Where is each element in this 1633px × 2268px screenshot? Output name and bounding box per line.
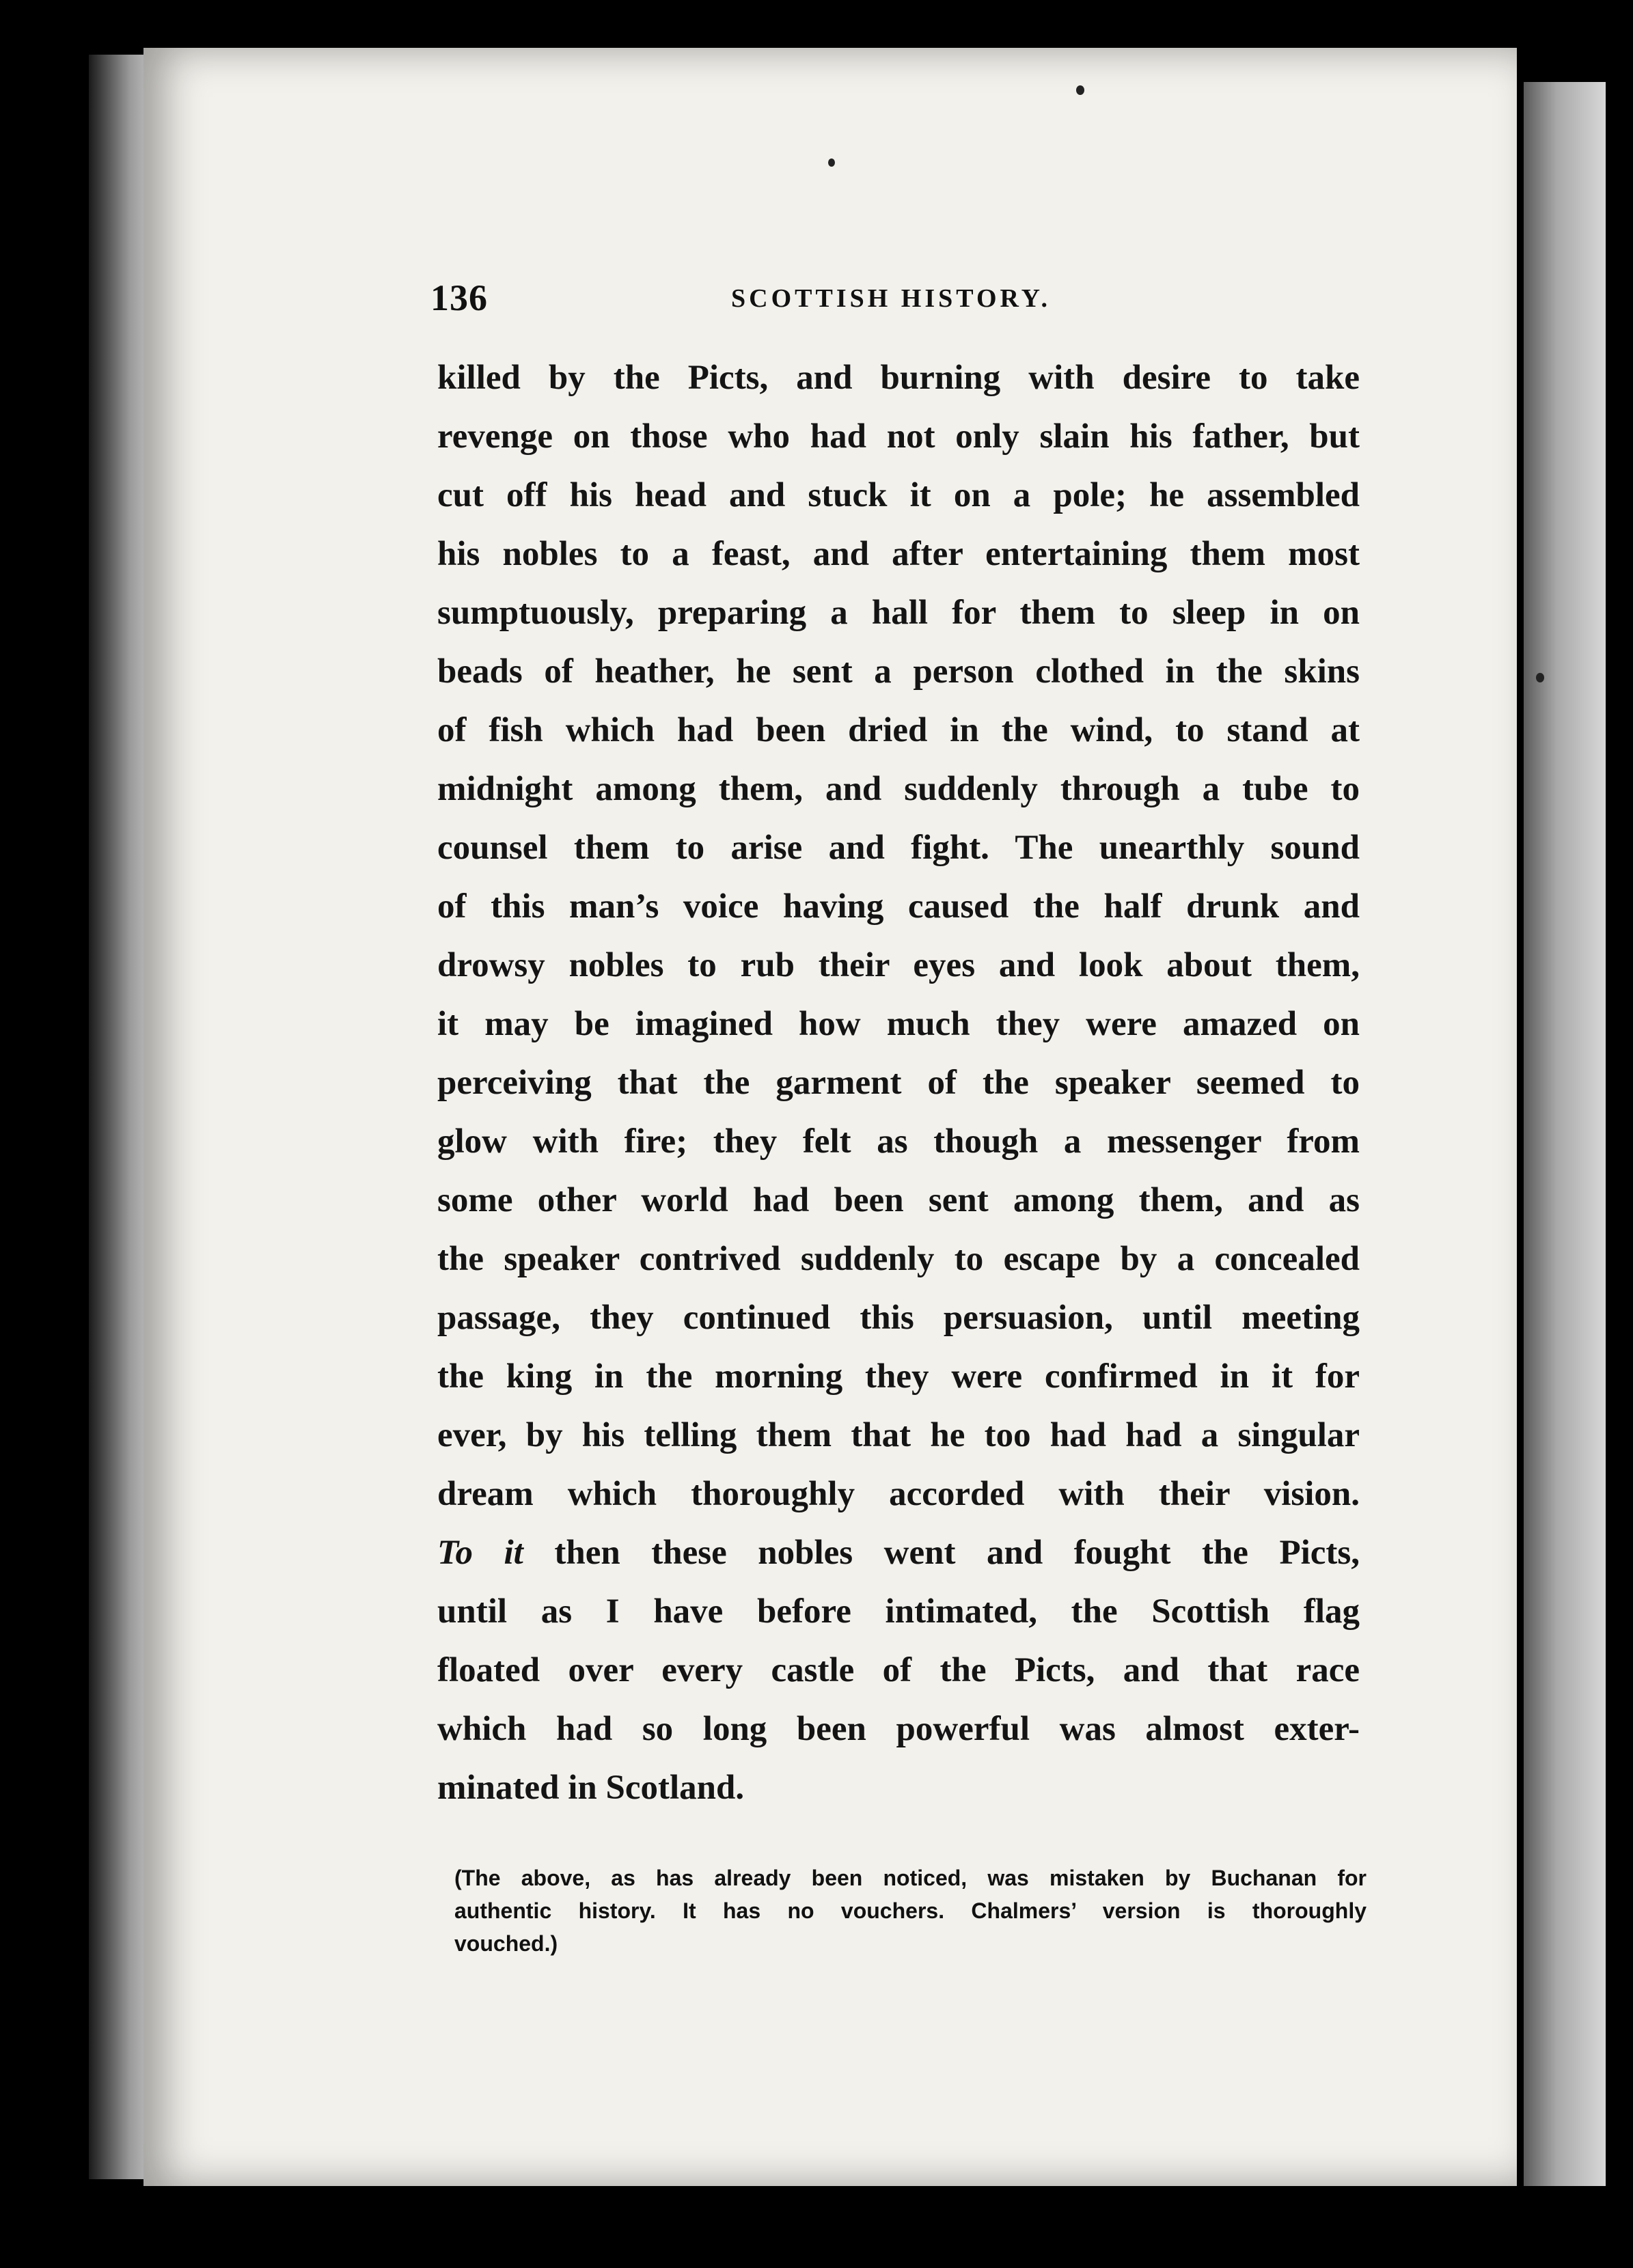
- footnote-line: authentic history. It has no vouchers. Chalmers’ version is thoroughly: [454, 1898, 1367, 1923]
- text-line: floated over every castle of the Picts, and that race: [437, 1651, 1360, 1689]
- text-line: minated in Scotland.: [437, 1769, 745, 1807]
- text-line: cut off his head and stuck it on a pole; he assembled: [437, 476, 1360, 514]
- text-line: the speaker contrived suddenly to escape by a concealed: [437, 1240, 1360, 1278]
- text-line: perceiving that the garment of the speaker seemed to: [437, 1064, 1360, 1102]
- text-line: beads of heather, he sent a person clothed in the skins: [437, 652, 1360, 691]
- body-text: [437, 348, 1360, 1817]
- page-header: [430, 277, 1360, 324]
- text-line: sumptuously, preparing a hall for them to sleep in on: [437, 594, 1360, 632]
- speck-mark: [1536, 673, 1544, 682]
- running-head: SCOTTISH HISTORY.: [731, 284, 1052, 313]
- text-line: until as I have before intimated, the Scottish flag: [437, 1592, 1360, 1631]
- text-line: counsel them to arise and fight. The unearthly sound: [437, 829, 1360, 867]
- next-page-edge: [1524, 82, 1606, 2186]
- text-line: midnight among them, and suddenly through a tube to: [437, 770, 1360, 808]
- footnote: [454, 1862, 1367, 1960]
- text-line: it may be imagined how much they were amazed on: [437, 1005, 1360, 1043]
- text-line-rest: then these nobles went and fought the Picts,: [554, 1534, 1360, 1572]
- text-line: revenge on those who had not only slain his father, but: [437, 417, 1360, 456]
- page-number: 136: [430, 277, 488, 318]
- text-line: glow with fire; they felt as though a messenger from: [437, 1122, 1360, 1161]
- text-line: passage, they continued this persuasion, until meeting: [437, 1299, 1360, 1337]
- text-line: his nobles to a feast, and after entertaining them most: [437, 535, 1360, 573]
- text-line: some other world had been sent among them, and as: [437, 1181, 1360, 1219]
- italic-phrase: To it: [437, 1534, 523, 1572]
- text-line: ever, by his telling them that he too had had a singular: [437, 1416, 1360, 1454]
- text-line: drowsy nobles to rub their eyes and look about them,: [437, 946, 1360, 984]
- text-line: of this man’s voice having caused the half drunk and: [437, 887, 1360, 926]
- speck-mark: [1076, 85, 1084, 95]
- text-line-with-italic: [437, 1523, 1360, 1582]
- text-line: of fish which had been dried in the wind, to stand at: [437, 711, 1360, 749]
- text-line: which had so long been powerful was almost exter-: [437, 1710, 1360, 1748]
- footnote-line: (The above, as has already been noticed, was mistaken by Buchanan for: [454, 1866, 1367, 1890]
- footnote-line: vouched.): [454, 1931, 558, 1956]
- speck-mark: [828, 158, 835, 167]
- text-line: killed by the Picts, and burning with desire to take: [437, 359, 1360, 397]
- text-line: the king in the morning they were confirmed in it for: [437, 1357, 1360, 1396]
- text-line: dream which thoroughly accorded with their vision.: [437, 1475, 1360, 1513]
